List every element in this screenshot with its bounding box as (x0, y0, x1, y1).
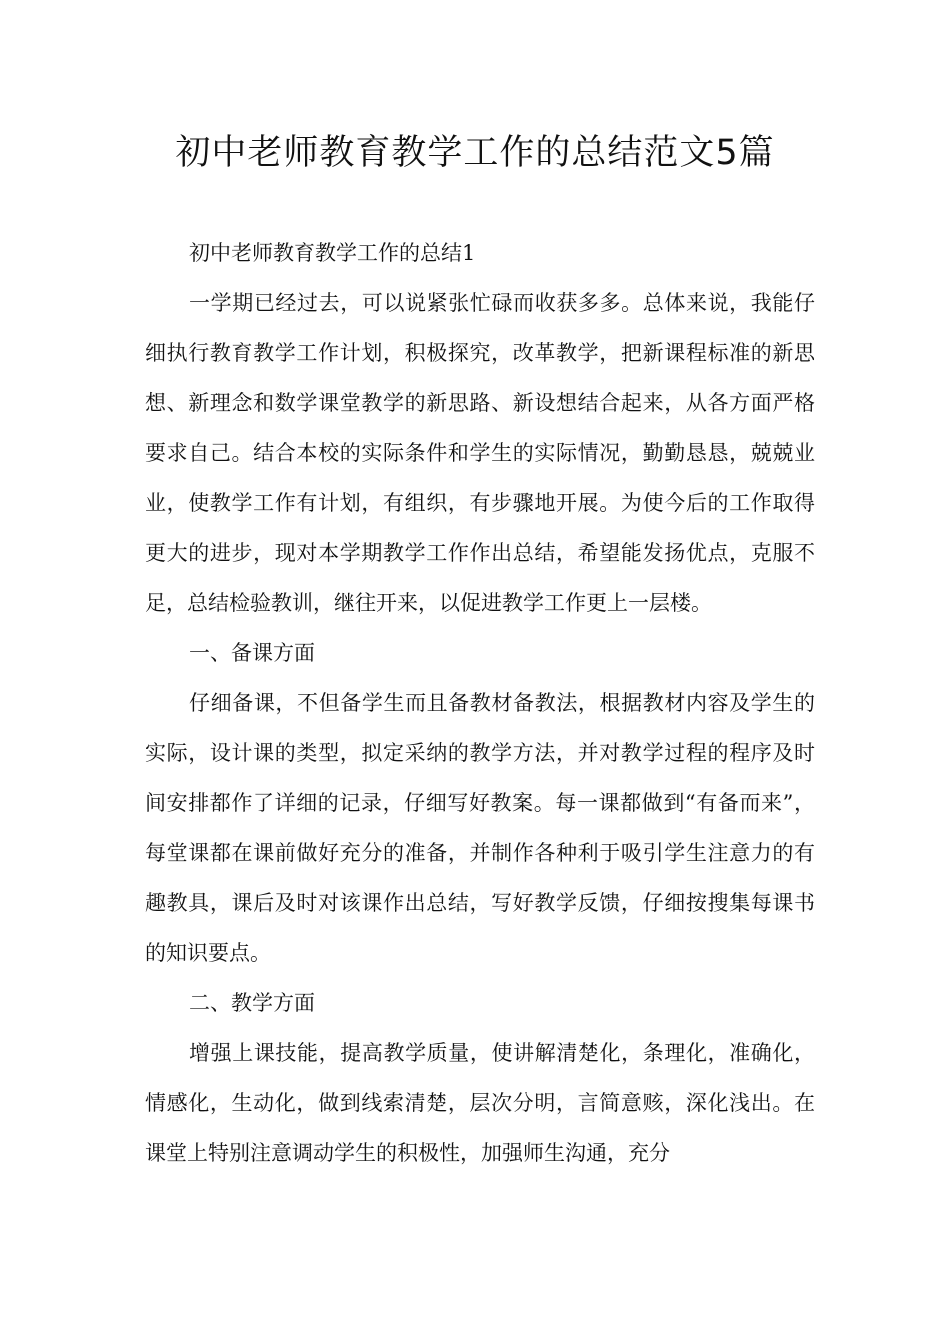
section-heading-teaching: 二、教学方面 (189, 991, 315, 1015)
section-heading-summary-1: 初中老师教育教学工作的总结1 (189, 241, 476, 265)
document-body (145, 228, 815, 1178)
paragraph-teaching: 增强上课技能，提高教学质量，使讲解清楚化，条理化，准确化，情感化，生动化，做到线索清楚，层次分明，言简意赅，深化浅出。在课堂上特别注意调动学生的积极性，加强师生沟通，充分 (145, 1041, 815, 1165)
paragraph-intro: 一学期已经过去，可以说紧张忙碌而收获多多。总体来说，我能仔细执行教育教学工作计划，积极探究，改革教学，把新课程标准的新思想、新理念和数学课堂教学的新思路、新设想结合起来，从各方面严格要求自己。结合本校的实际条件和学生的实际情况，勤勤恳恳，兢兢业业，使教学工作有计划，有组织，有步骤地开展。为使今后的工作取得更大的进步，现对本学期教学工作作出总结，希望能发扬优点，克服不足，总结检验教训，继往开来，以促进教学工作更上一层楼。 (145, 291, 815, 615)
paragraph-lesson-prep: 仔细备课，不但备学生而且备教材备教法，根据教材内容及学生的实际，设计课的类型，拟定采纳的教学方法，并对教学过程的程序及时间安排都作了详细的记录，仔细写好教案。每一课都做到“有备而来”，每堂课都在课前做好充分的准备，并制作各种利于吸引学生注意力的有趣教具，课后及时对该课作出总结，写好教学反馈，仔细按搜集每课书的知识要点。 (145, 691, 815, 965)
document-title: 初中老师教育教学工作的总结范文5篇 (175, 133, 775, 173)
section-heading-lesson-prep: 一、备课方面 (189, 641, 315, 665)
